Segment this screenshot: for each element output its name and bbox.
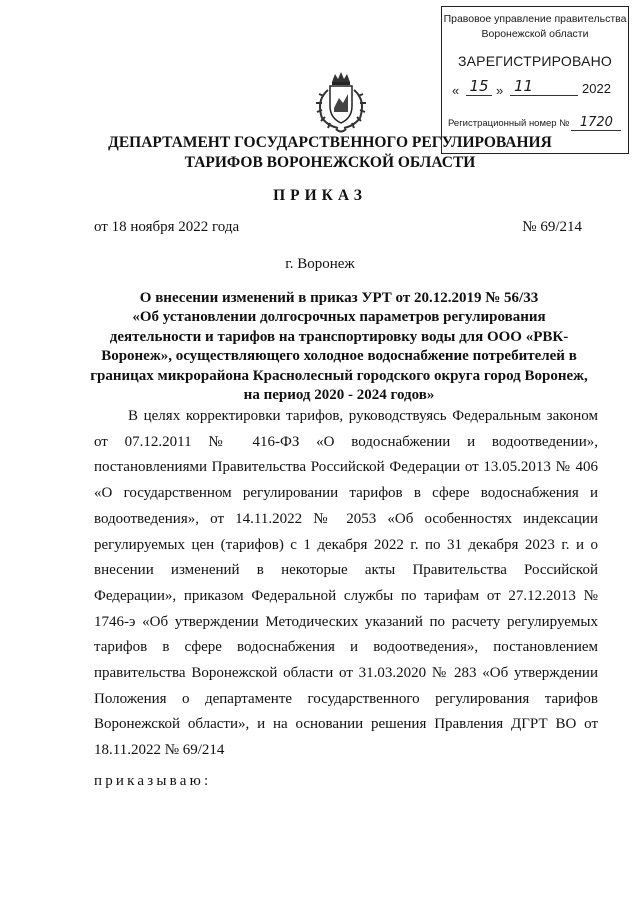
subject-line: деятельности и тарифов на транспортировку воды для ООО «РВК- bbox=[109, 328, 569, 345]
paragraph-line: 18.11.2022 № 69/214 bbox=[94, 742, 225, 759]
stamp-authority-line1: Правовое управление правительства bbox=[443, 13, 627, 25]
stamp-authority-line2: Воронежской области bbox=[481, 28, 589, 40]
coat-of-arms-icon bbox=[306, 68, 376, 138]
paragraph-line: постановлениями Правительства Российской Федерации от 13.05.2013 № 406 bbox=[94, 459, 598, 476]
stamp-registration-number bbox=[448, 115, 624, 131]
paragraph-line: В целях корректировки тарифов, руководствуясь Федеральным законом bbox=[128, 408, 598, 424]
stamp-reg-label: Регистрационный номер № bbox=[448, 118, 570, 129]
stamp-day: 15 bbox=[466, 77, 492, 96]
paragraph-line: Воронежской области», и на основании решения Правления ДГРТ ВО от bbox=[94, 716, 598, 733]
paragraph-line: внесении изменений в некоторые акты Правительства Российской bbox=[94, 562, 598, 579]
document-date: от 18 ноября 2022 года bbox=[94, 219, 240, 235]
subject-line: границах микрорайона Краснолесный городского округа город Воронеж, bbox=[90, 367, 588, 384]
stamp-status: ЗАРЕГИСТРИРОВАНО bbox=[457, 53, 613, 69]
paragraph-line: водоотведения», от 14.11.2022 № 2053 «Об особенностях индексации bbox=[94, 510, 598, 527]
subject-line: на период 2020 - 2024 годов» bbox=[243, 387, 435, 404]
stamp-year: 2022 bbox=[582, 81, 611, 96]
paragraph-line: правительства Воронежской области от 31.03.2020 № 283 «Об утверждении bbox=[94, 665, 598, 682]
stamp-date: « 15 » 11 2022 bbox=[452, 77, 611, 98]
document-city: г. Воронеж bbox=[285, 256, 355, 272]
department-name-line1: ДЕПАРТАМЕНТ ГОСУДАРСТВЕННОГО РЕГУЛИРОВАНИЯ bbox=[108, 134, 552, 151]
subject-line: «Об установлении долгосрочных параметров регулирования bbox=[132, 309, 546, 326]
document-type-title: ПРИКАЗ bbox=[273, 187, 367, 204]
registration-stamp bbox=[441, 6, 629, 154]
order-closing-word: приказываю: bbox=[94, 773, 212, 789]
paragraph-line: регулируемых цен (тарифов) с 1 декабря 2022 г. по 31 декабря 2023 г. и о bbox=[94, 536, 598, 553]
department-name-line2: ТАРИФОВ ВОРОНЕЖСКОЙ ОБЛАСТИ bbox=[184, 154, 476, 171]
stamp-month: 11 bbox=[510, 77, 578, 96]
paragraph-line: 1746-э «Об утверждении Методических указаний по расчету регулируемых bbox=[94, 613, 598, 630]
stamp-reg-number: 1720 bbox=[571, 115, 621, 131]
paragraph-line: «О государственном регулировании тарифов в сфере водоснабжения и bbox=[94, 485, 598, 502]
paragraph-line: Положения о департаменте государственного регулирования тарифов bbox=[94, 690, 598, 707]
document-subject bbox=[74, 289, 604, 405]
subject-line: О внесении изменений в приказ УРТ от 20.12.2019 № 56/33 bbox=[139, 290, 539, 306]
paragraph-line: Федерации», приказом Федеральной службы по тарифам от 27.12.2013 № bbox=[94, 587, 598, 604]
document-number: № 69/214 bbox=[522, 219, 582, 235]
subject-line: Воронеж», осуществляющего холодное водоснабжение потребителей в bbox=[101, 348, 577, 365]
paragraph-line: тарифов в сфере водоснабжения и водоотведения», постановлением bbox=[94, 639, 598, 656]
paragraph-line: от 07.12.2011 № 416-ФЗ «О водоснабжении и водоотведении», bbox=[94, 433, 598, 450]
preamble-paragraph bbox=[94, 404, 598, 764]
